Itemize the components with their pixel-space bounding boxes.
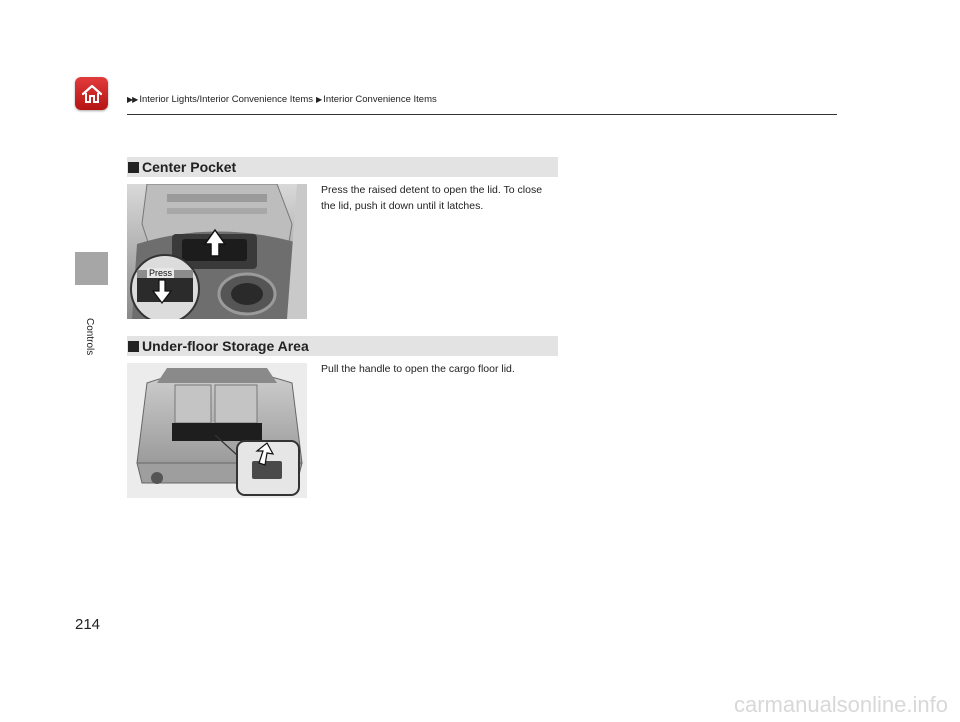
page-number: 214	[75, 616, 101, 633]
center-pocket-description: Press the raised detent to open the lid. To close the lid, push it down until it latches.	[321, 184, 543, 212]
section-tab-marker	[75, 252, 108, 285]
press-callout-label: Press	[149, 268, 173, 278]
center-pocket-illustration	[127, 184, 307, 319]
square-bullet-icon	[128, 341, 139, 352]
home-icon	[81, 84, 103, 104]
section-heading-center-pocket	[127, 157, 558, 177]
section-title: Center Pocket	[142, 159, 237, 175]
header-divider	[127, 114, 837, 115]
breadcrumb-item-convenience-items[interactable]: Interior Convenience Items	[323, 94, 437, 105]
under-floor-storage-description: Pull the handle to open the cargo floor lid.	[321, 363, 515, 375]
section-heading-under-floor-storage	[127, 336, 558, 356]
section-label: Controls	[84, 318, 95, 356]
home-button[interactable]	[75, 77, 108, 110]
square-bullet-icon	[128, 162, 139, 173]
section-title: Under-floor Storage Area	[142, 338, 309, 354]
under-floor-storage-illustration	[127, 363, 307, 498]
breadcrumb-item-interior-lights[interactable]: Interior Lights/Interior Convenience Items	[139, 94, 314, 105]
breadcrumb	[127, 94, 440, 105]
chevron-right-icon: ▶▶	[127, 95, 138, 104]
chevron-right-icon: ▶	[316, 95, 322, 104]
watermark: carmanualsonline.info	[733, 692, 948, 717]
